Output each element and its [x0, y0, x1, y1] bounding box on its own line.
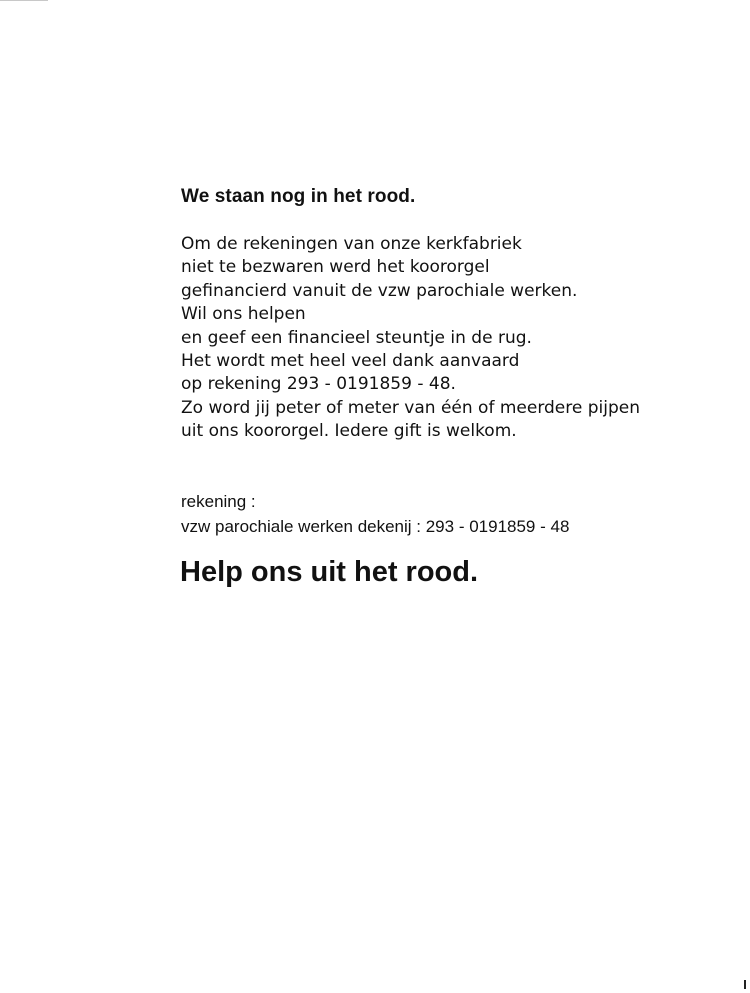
- appeal-line: Om de rekeningen van onze kerkfabriek: [181, 234, 522, 254]
- appeal-text: [181, 233, 640, 444]
- scan-corner-mark: [744, 980, 746, 989]
- appeal-line: Zo word jij peter of meter van één of meerdere pijpen: [181, 397, 641, 418]
- call-to-action: Help ons uit het rood.: [180, 556, 479, 588]
- appeal-line: Wil ons helpen: [181, 304, 306, 325]
- account-details: vzw parochiale werken dekenij : 293 - 0191859 - 48: [181, 517, 570, 536]
- scan-edge-mark: [0, 0, 48, 1]
- appeal-line: niet te bezwaren werd het koororgel: [181, 257, 490, 278]
- heading: We staan nog in het rood.: [181, 186, 416, 207]
- appeal-line: en geef een financieel steuntje in de rug.: [181, 327, 532, 348]
- appeal-line: Het wordt met heel veel dank aanvaard: [181, 351, 520, 372]
- appeal-line: uit ons koororgel. Iedere gift is welkom.: [181, 421, 517, 442]
- appeal-line: gefinancierd vanuit de vzw parochiale werken.: [181, 280, 578, 301]
- account-block: [181, 489, 569, 539]
- account-label: rekening :: [181, 492, 256, 511]
- appeal-line: op rekening 293 - 0191859 - 48.: [181, 374, 456, 395]
